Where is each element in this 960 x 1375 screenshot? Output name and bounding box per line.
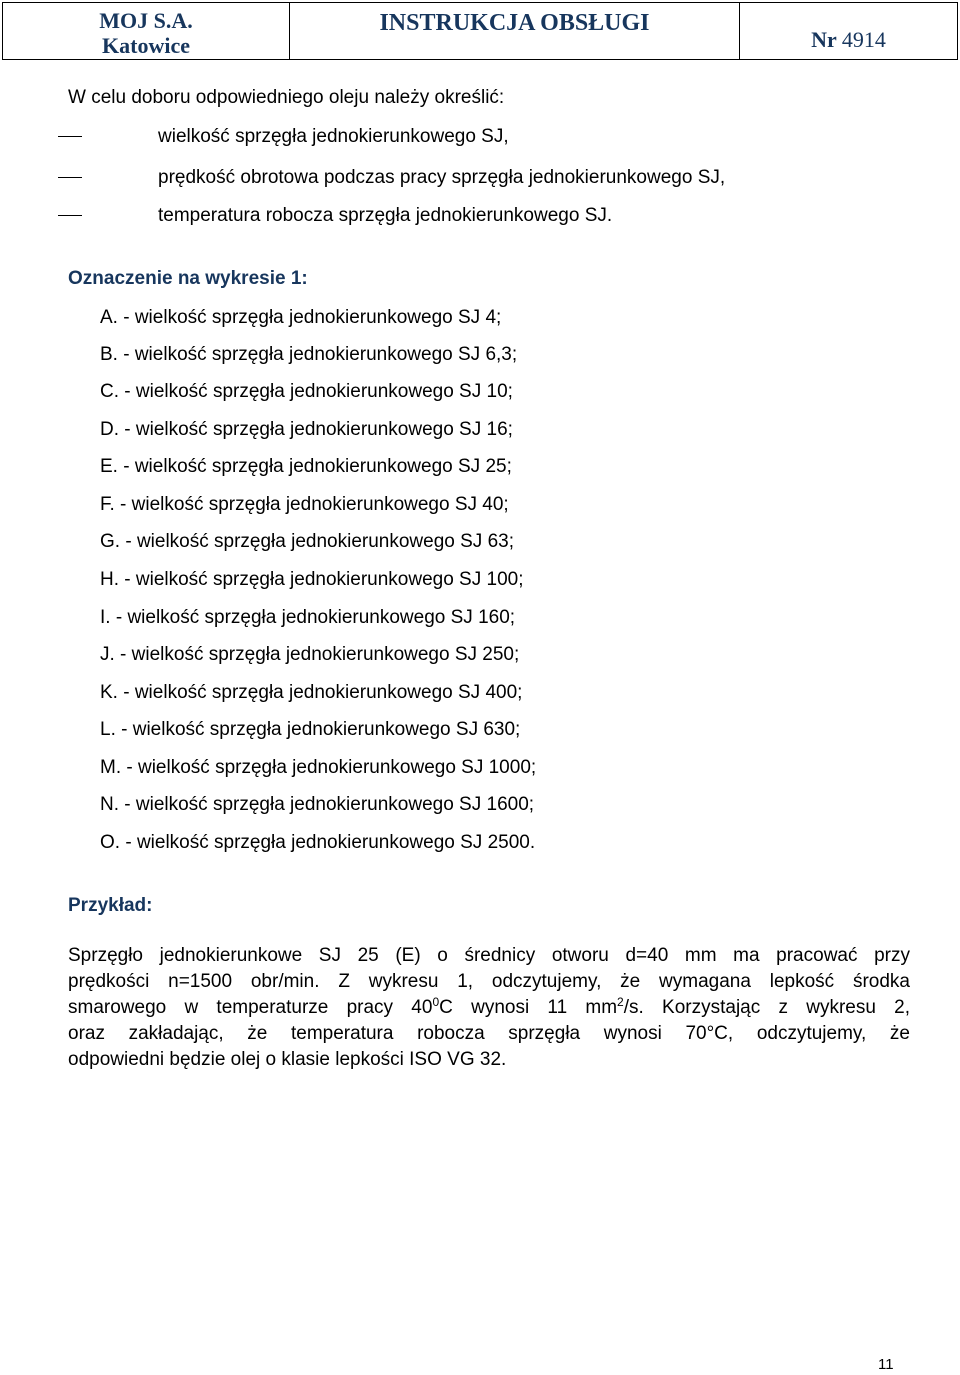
criteria-text: temperatura robocza sprzęgła jednokierunkowego SJ. bbox=[158, 205, 613, 226]
example-line: oraz zakładając, że temperatura robocza sprzęgła wynosi 70°C, odczytujemy, że bbox=[68, 1023, 910, 1044]
dash-bullet bbox=[58, 136, 82, 137]
legend-item: D. - wielkość sprzęgła jednokierunkowego SJ 16; bbox=[100, 419, 513, 440]
company-city: Katowice bbox=[102, 33, 190, 58]
company-name: MOJ S.A. bbox=[99, 8, 193, 33]
legend-item: M. - wielkość sprzęgła jednokierunkowego SJ 1000; bbox=[100, 757, 537, 778]
legend-item: C. - wielkość sprzęgła jednokierunkowego SJ 10; bbox=[100, 381, 513, 402]
document-title: INSTRUKCJA OBSŁUGI bbox=[290, 3, 740, 59]
example-line: odpowiedni będzie olej o klasie lepkości ISO VG 32. bbox=[68, 1049, 507, 1070]
document-header bbox=[2, 2, 958, 60]
legend-item: E. - wielkość sprzęgła jednokierunkowego SJ 25; bbox=[100, 456, 512, 477]
dash-bullet bbox=[58, 215, 82, 216]
example-text: /s. Korzystając z wykresu 2, bbox=[623, 997, 910, 1018]
legend-item: G. - wielkość sprzęgła jednokierunkowego SJ 63; bbox=[100, 531, 514, 552]
criteria-text: prędkość obrotowa podczas pracy sprzęgła jednokierunkowego SJ, bbox=[158, 167, 726, 188]
legend-item: I. - wielkość sprzęgła jednokierunkowego SJ 160; bbox=[100, 607, 516, 628]
example-line: prędkości n=1500 obr/min. Z wykresu 1, odczytujemy, że wymagana lepkość środka bbox=[68, 971, 910, 992]
document-number-value: 4914 bbox=[841, 27, 886, 52]
superscript: 2 bbox=[617, 995, 624, 1009]
document-number-label: Nr bbox=[811, 27, 837, 52]
example-line bbox=[68, 995, 910, 1021]
legend-item: A. - wielkość sprzęgła jednokierunkowego SJ 4; bbox=[100, 307, 502, 328]
example-text: smarowego w temperaturze pracy 40 bbox=[68, 997, 433, 1018]
legend-item: L. - wielkość sprzęgła jednokierunkowego SJ 630; bbox=[100, 719, 521, 740]
legend-item: K. - wielkość sprzęgła jednokierunkowego SJ 400; bbox=[100, 682, 523, 703]
company-cell bbox=[3, 3, 290, 59]
criteria-text: wielkość sprzęgła jednokierunkowego SJ, bbox=[158, 126, 509, 147]
example-text: C wynosi 11 mm bbox=[439, 997, 618, 1018]
document-number bbox=[740, 3, 957, 59]
example-heading: Przykład: bbox=[68, 895, 153, 916]
legend-item: F. - wielkość sprzęgła jednokierunkowego SJ 40; bbox=[100, 494, 509, 515]
legend-heading: Oznaczenie na wykresie 1: bbox=[68, 268, 308, 289]
legend-item: J. - wielkość sprzęgła jednokierunkowego SJ 250; bbox=[100, 644, 520, 665]
legend-item: O. - wielkość sprzęgła jednokierunkowego SJ 2500. bbox=[100, 832, 536, 853]
legend-item: H. - wielkość sprzęgła jednokierunkowego SJ 100; bbox=[100, 569, 524, 590]
dash-bullet bbox=[58, 177, 82, 178]
intro-text: W celu doboru odpowiedniego oleju należy określić: bbox=[68, 87, 505, 108]
legend-item: N. - wielkość sprzęgła jednokierunkowego SJ 1600; bbox=[100, 794, 535, 815]
example-line: Sprzęgło jednokierunkowe SJ 25 (E) o średnicy otworu d=40 mm ma pracować przy bbox=[68, 945, 910, 966]
superscript: 0 bbox=[432, 995, 440, 1009]
page-number: 11 bbox=[878, 1356, 894, 1373]
legend-item: B. - wielkość sprzęgła jednokierunkowego SJ 6,3; bbox=[100, 344, 518, 365]
